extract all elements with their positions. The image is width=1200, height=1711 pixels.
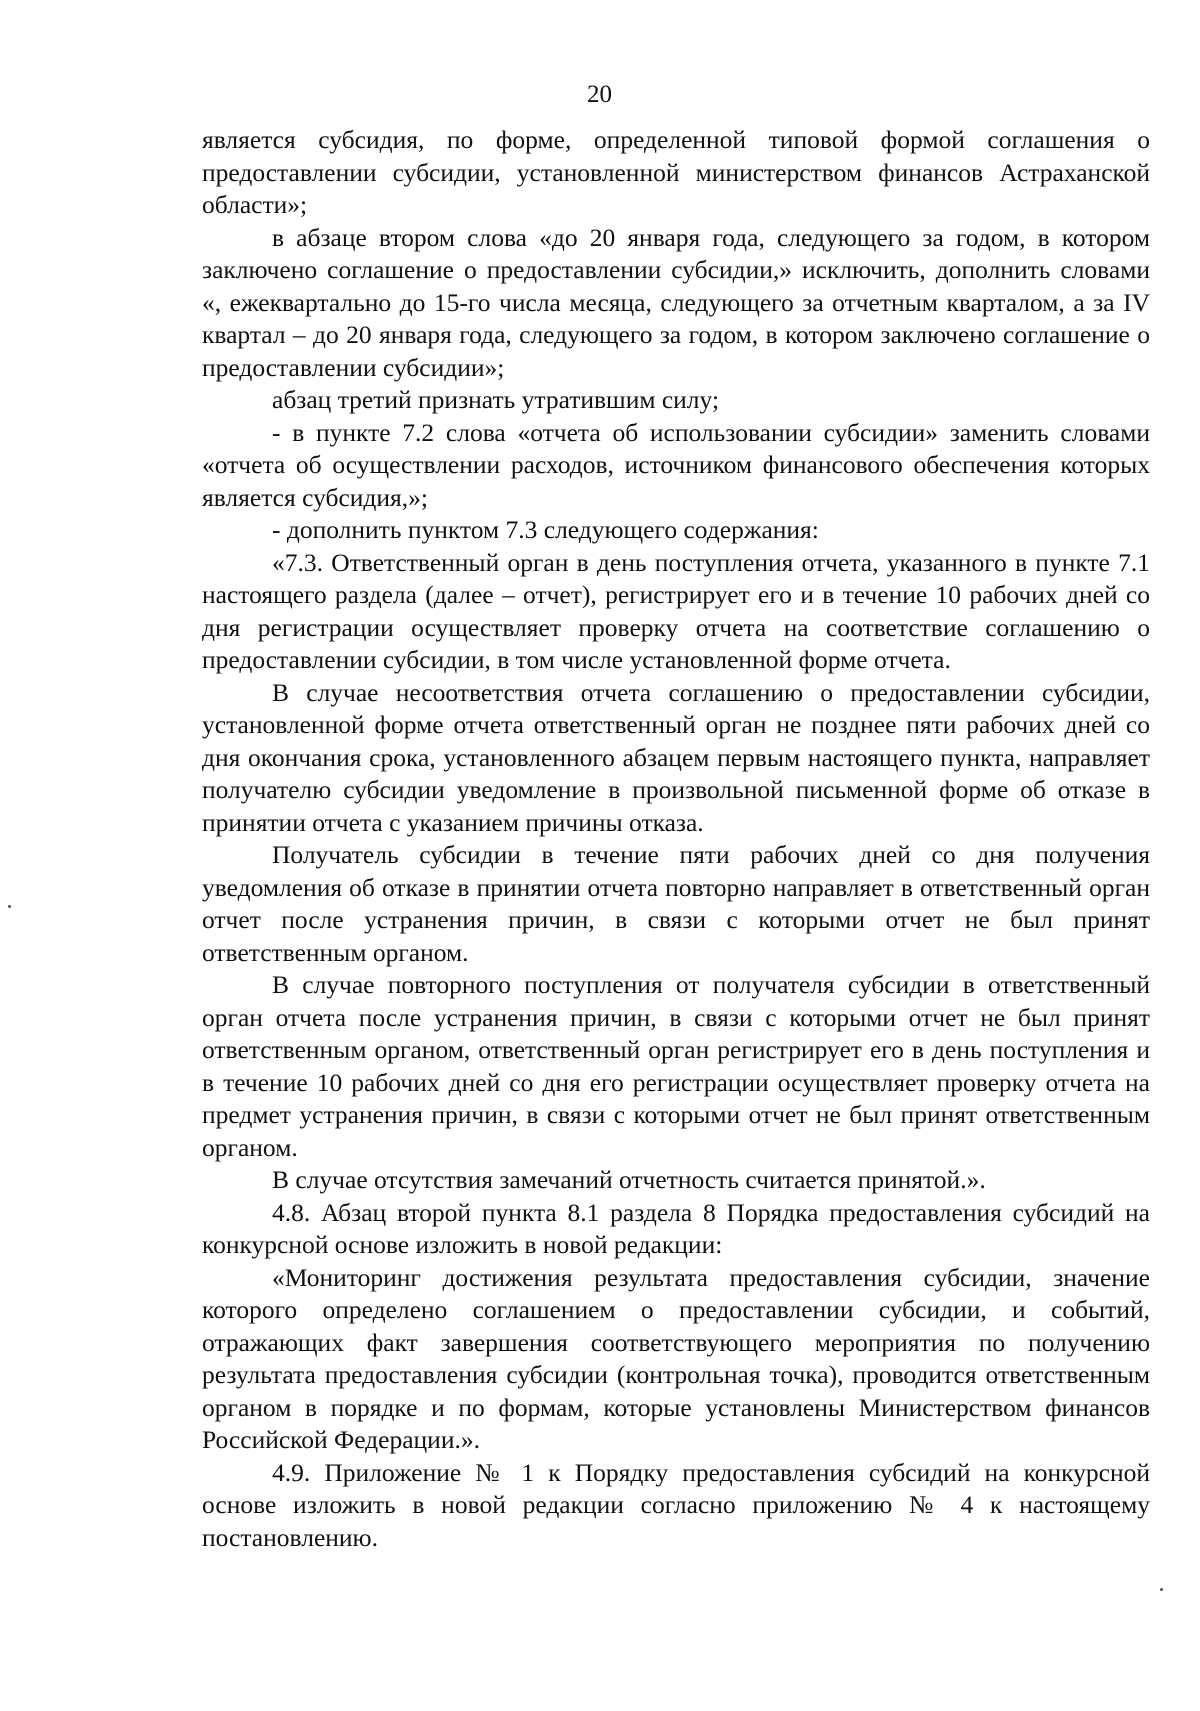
paragraph: «Мониторинг достижения результата предоставления субсидии, значение которого определено соглашением о предоставлении субсидии, и событий, отражающих факт завершения соответствующего мероприятия по получению результата предоставления субсидии (контрольная точка), проводится ответственным органом в порядке и по формам, которые установлены Министерством финансов Российской Федерации.».: [202, 1262, 1150, 1454]
paragraph: В случае несоответствия отчета соглашению о предоставлении субсидии, установленной форме отчета ответственный орган не позднее пяти рабочих дней со дня окончания срока, установленного абзацем первым настоящего пункта, направляет получателю субсидии уведомление в произвольной письменной форме об отказе в принятии отчета с указанием причины отказа.: [202, 677, 1150, 837]
paragraph: - дополнить пунктом 7.3 следующего содержания:: [272, 515, 819, 544]
paragraph: «7.3. Ответственный орган в день поступления отчета, указанного в пункте 7.1 настоящего раздела (далее – отчет), регистрирует его и в течение 10 рабочих дней со дня регистрации осуществляет проверку отчета на соответствие соглашению о предоставлении субсидии, в том числе установленной форме отчета.: [202, 547, 1150, 674]
paragraph: Получатель субсидии в течение пяти рабочих дней со дня получения уведомления об отказе в принятии отчета повторно направляет в ответственный орган отчет после устранения причин, в связи с которыми отчет не был принят ответственным органом.: [202, 840, 1150, 967]
paragraph: В случае повторного поступления от получателя субсидии в ответственный орган отчета после устранения причин, в связи с которыми отчет не был принят ответственным органом, ответственный орган регистрирует его в день поступления и в течение 10 рабочих дней со дня его регистрации осуществляет проверку отчета на предмет устранения причин, в связи с которыми отчет не был принят ответственным органом.: [202, 970, 1150, 1162]
page-number: 20: [587, 81, 612, 108]
paragraph: - в пункте 7.2 слова «отчета об использовании субсидии» заменить словами «отчета об осуществлении расходов, источником финансового обеспечения которых является субсидия,»;: [202, 417, 1150, 512]
paragraph: в абзаце втором слова «до 20 января года, следующего за годом, в котором заключено соглашение о предоставлении субсидии,» исключить, дополнить словами «, ежеквартально до 15-го числа месяца, следующего за отчетным кварталом, а за IV квартал – до 20 января года, следующего за годом, в котором заключено соглашение о предоставлении субсидии»;: [202, 222, 1150, 382]
scan-speck: [1160, 1588, 1163, 1591]
paragraph: абзац третий признать утратившим силу;: [272, 385, 720, 414]
paragraph-continuation: является субсидия, по форме, определенной типовой формой соглашения о предоставлении субсидии, установленной министерством финансов Астраханской области»;: [202, 125, 1150, 219]
paragraph: В случае отсутствия замечаний отчетность считается принятой.».: [272, 1165, 986, 1194]
paragraph: 4.9. Приложение № 1 к Порядку предоставления субсидий на конкурсной основе изложить в новой редакции согласно приложению № 4 к настоящему постановлению.: [202, 1457, 1150, 1552]
scan-speck: [8, 905, 11, 908]
paragraph: 4.8. Абзац второй пункта 8.1 раздела 8 Порядка предоставления субсидий на конкурсной основе изложить в новой редакции:: [202, 1197, 1150, 1259]
document-body: [202, 124, 1150, 1554]
